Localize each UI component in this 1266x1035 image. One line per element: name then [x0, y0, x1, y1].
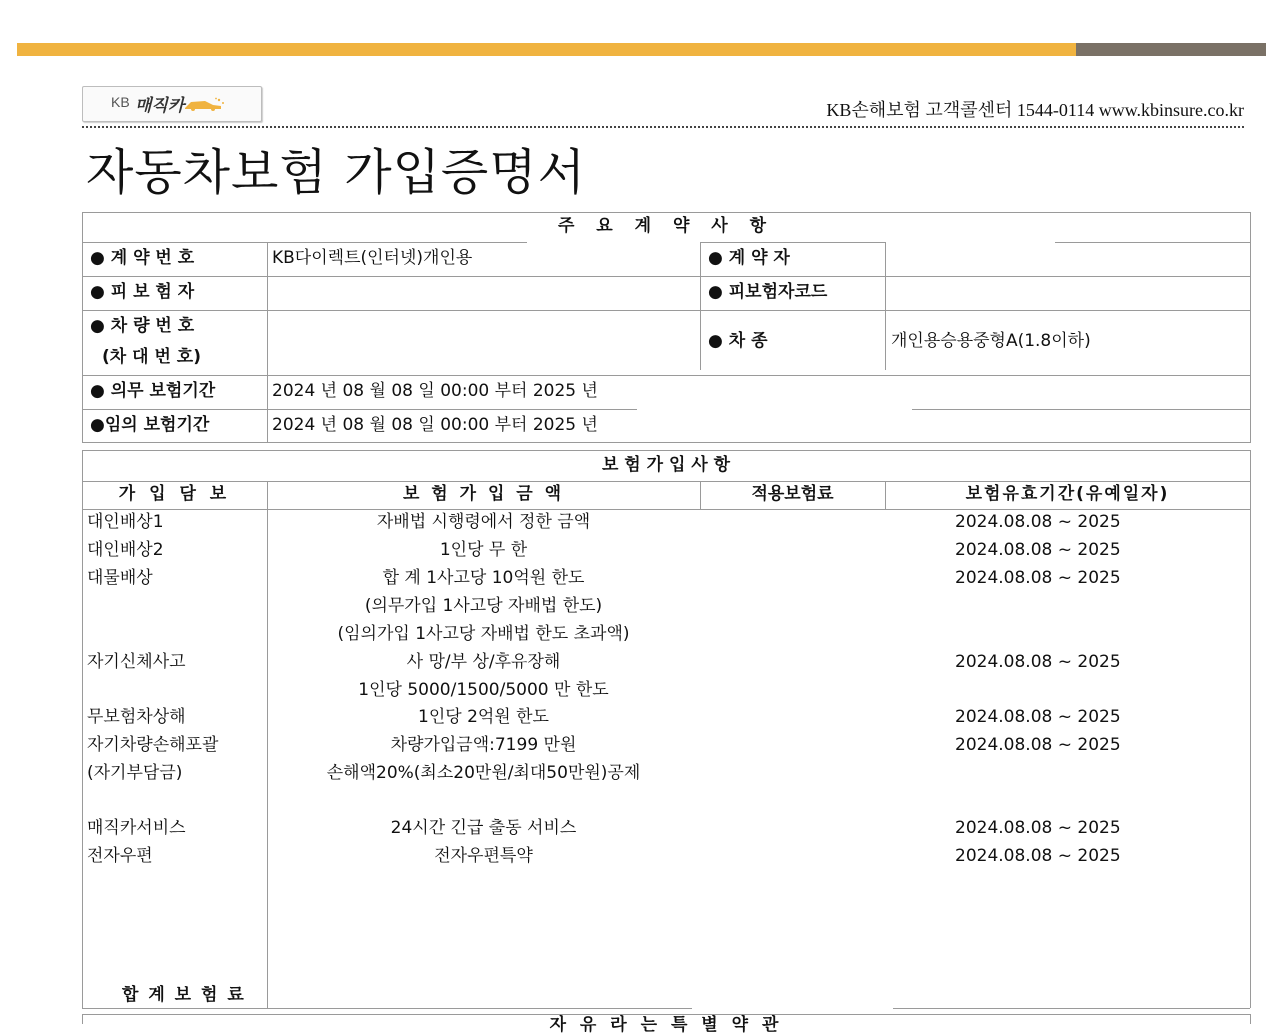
coverage-item: 자기차량손해포괄 — [87, 735, 219, 755]
top-accent-bar-dark — [1076, 43, 1266, 56]
coverage-amount: 합 계 1사고당 10억원 한도 — [382, 568, 585, 588]
coverage-amount: 자배법 시행령에서 정한 금액 — [376, 512, 591, 532]
contract-no-value: KB다이렉트(인터넷)개인용 — [272, 248, 473, 268]
kb-magiccar-logo — [82, 86, 262, 122]
coverage-amount: 손해액20%(최소20만원/최대50만원)공제 — [326, 763, 641, 783]
coverage-item: 자기신체사고 — [87, 652, 186, 672]
coverage-period: 2024.08.08 ~ 2025 — [955, 846, 1121, 866]
car-type-value: 개인용승용중형A(1.8이하) — [891, 331, 1091, 351]
coverage-item: 대인배상1 — [87, 512, 164, 532]
coverage-amount: (임의가입 1사고당 자배법 한도 초과액) — [337, 624, 630, 644]
vehicle-no-label: ● 차 량 번 호 — [90, 316, 195, 336]
coverage-period: 2024.08.08 ~ 2025 — [955, 568, 1121, 588]
car-type-label: ● 차 종 — [708, 331, 768, 351]
coverage-amount: 전자우편특약 — [434, 846, 533, 866]
total-premium-label: 합 계 보 험 료 — [122, 985, 246, 1005]
col-header-premium: 적용보험료 — [751, 484, 834, 504]
contract-no-label: ● 계 약 번 호 — [90, 248, 195, 268]
optional-period-label: ●임의 보험기간 — [90, 415, 210, 435]
col-header-coverage: 가 입 담 보 — [118, 484, 231, 504]
coverage-period: 2024.08.08 ~ 2025 — [955, 540, 1121, 560]
contractor-label: ● 계 약 자 — [708, 248, 790, 268]
coverage-amount: 24시간 긴급 출동 서비스 — [390, 818, 577, 838]
coverage-amount: 1인당 무 한 — [439, 540, 528, 560]
contract-section-title: 주 요 계 약 사 항 — [557, 216, 775, 236]
coverage-item: (자기부담금) — [87, 763, 183, 783]
chassis-no-label: (차 대 번 호) — [102, 347, 201, 367]
mandatory-period-value: 2024 년 08 월 08 일 00:00 부터 2025 년 — [272, 381, 598, 401]
coverage-amount: 차량가입금액:7199 만원 — [390, 735, 577, 755]
coverage-period: 2024.08.08 ~ 2025 — [955, 818, 1121, 838]
optional-period-value: 2024 년 08 월 08 일 00:00 부터 2025 년 — [272, 415, 598, 435]
coverage-amount: 1인당 5000/1500/5000 만 한도 — [358, 680, 609, 700]
coverage-amount: 사 망/부 상/후유장해 — [406, 652, 561, 672]
coverage-period: 2024.08.08 ~ 2025 — [955, 735, 1121, 755]
coverage-item: 대인배상2 — [87, 540, 164, 560]
insured-label: ● 피 보 험 자 — [90, 282, 195, 302]
mandatory-period-label: ● 의무 보험기간 — [90, 381, 216, 401]
coverage-period: 2024.08.08 ~ 2025 — [955, 652, 1121, 672]
coverage-period: 2024.08.08 ~ 2025 — [955, 512, 1121, 532]
top-accent-bar — [17, 43, 1076, 56]
special-terms-heading: 자 유 라 는 특 별 약 관 — [549, 1015, 783, 1035]
coverage-item: 전자우편 — [87, 846, 153, 866]
coverage-amount: (의무가입 1사고당 자배법 한도) — [364, 596, 603, 616]
header-dotted-divider — [82, 126, 1244, 128]
logo-kb-text: KB — [111, 94, 130, 110]
coverage-amount: 1인당 2억원 한도 — [418, 707, 549, 727]
insured-code-label: ● 피보험자코드 — [708, 282, 828, 302]
col-header-amount: 보 험 가 입 금 액 — [402, 484, 565, 504]
logo-brand-text: 매직카 — [135, 96, 185, 115]
coverage-item: 대물배상 — [87, 568, 153, 588]
coverage-item: 매직카서비스 — [87, 818, 186, 838]
coverage-item: 무보험차상해 — [87, 707, 186, 727]
coverage-period: 2024.08.08 ~ 2025 — [955, 707, 1121, 727]
coverage-section-title: 보 험 가 입 사 항 — [601, 455, 731, 475]
car-icon — [183, 97, 225, 111]
page-title: 자동차보험 가입증명서 — [86, 144, 586, 201]
call-center-info: KB손해보험 고객콜센터 1544-0114 www.kbinsure.co.kr — [826, 100, 1244, 120]
col-header-period: 보험유효기간(유예일자) — [965, 484, 1170, 504]
